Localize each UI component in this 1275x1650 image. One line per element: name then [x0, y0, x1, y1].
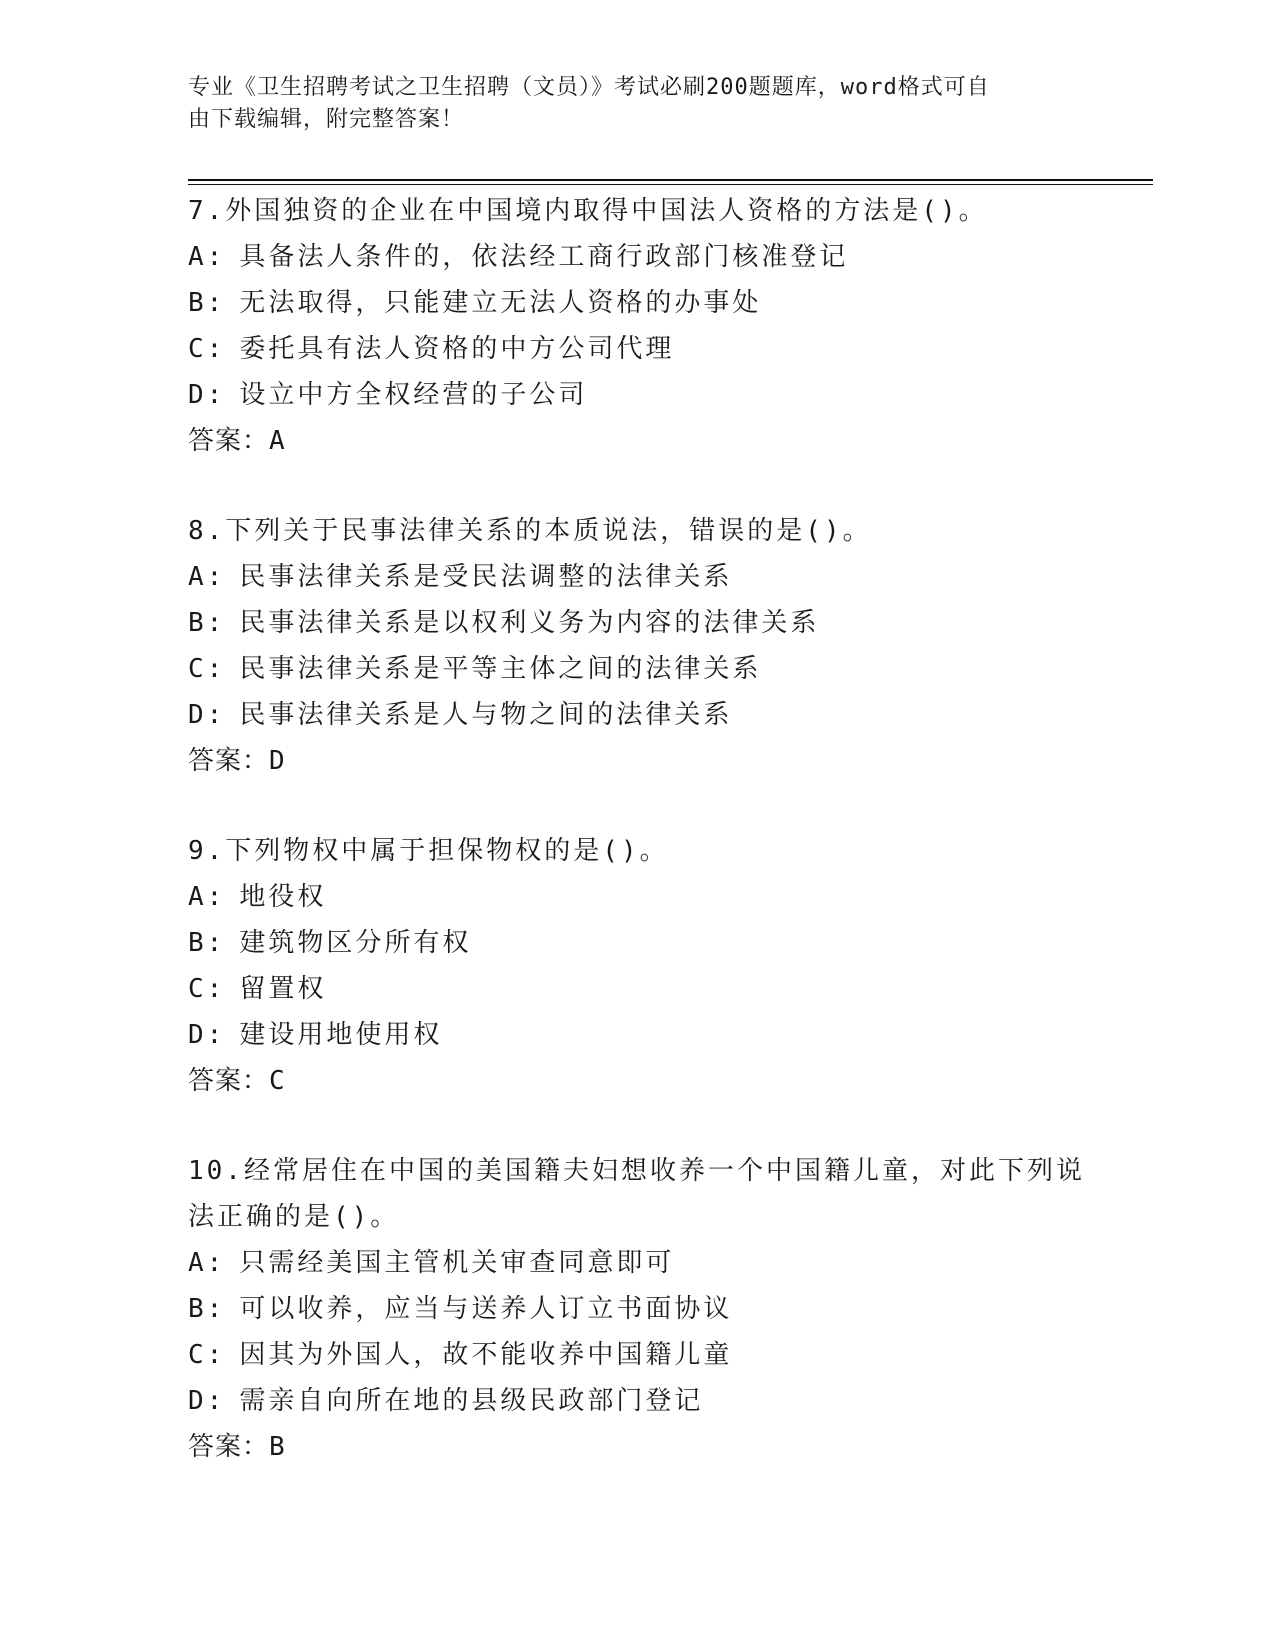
option-letter: A: [188, 242, 226, 272]
header-divider-thick [188, 179, 1153, 181]
option-letter: A: [188, 882, 226, 912]
option-text: 委托具有法人资格的中方公司代理 [239, 334, 675, 364]
option-b [188, 920, 1088, 966]
option-letter: B: [188, 928, 226, 958]
option-text: 民事法律关系是以权利义务为内容的法律关系 [239, 608, 820, 638]
question-stem: 7.外国独资的企业在中国境内取得中国法人资格的方法是()。 [188, 196, 988, 226]
option-text: 民事法律关系是受民法调整的法律关系 [239, 562, 733, 592]
option-text: 需亲自向所在地的县级民政部门登记 [239, 1386, 704, 1416]
header-line-1: 专业《卫生招聘考试之卫生招聘（文员）》考试必刷200题题库，word格式可自 [188, 75, 990, 100]
option-letter: D: [188, 700, 226, 730]
option-d [188, 1012, 1088, 1058]
option-text: 民事法律关系是人与物之间的法律关系 [239, 700, 733, 730]
option-text: 具备法人条件的，依法经工商行政部门核准登记 [239, 242, 849, 272]
option-c [188, 326, 1088, 372]
question-list [188, 188, 1088, 1514]
option-letter: C: [188, 334, 226, 364]
option-text: 民事法律关系是平等主体之间的法律关系 [239, 654, 762, 684]
option-letter: D: [188, 1386, 226, 1416]
answer-value: C [269, 1066, 286, 1096]
option-b [188, 1286, 1088, 1332]
answer-label: 答案： [188, 1432, 270, 1462]
answer-label: 答案： [188, 1066, 270, 1096]
option-d [188, 372, 1088, 418]
document-header [188, 72, 1068, 136]
option-text: 建筑物区分所有权 [239, 928, 472, 958]
question-item [188, 188, 1088, 464]
option-b [188, 280, 1088, 326]
option-letter: B: [188, 1294, 226, 1324]
option-letter: C: [188, 1340, 226, 1370]
option-text: 只需经美国主管机关审查同意即可 [239, 1248, 675, 1278]
question-item [188, 1148, 1088, 1470]
answer-line [188, 738, 1088, 784]
option-d [188, 1378, 1088, 1424]
option-b [188, 600, 1088, 646]
option-text: 无法取得，只能建立无法人资格的办事处 [239, 288, 762, 318]
option-letter: B: [188, 288, 226, 318]
question-item [188, 828, 1088, 1104]
question-stem-continued: 法正确的是()。 [188, 1202, 400, 1232]
answer-value: B [269, 1432, 286, 1462]
option-letter: C: [188, 974, 226, 1004]
option-c [188, 646, 1088, 692]
header-line-2: 由下载编辑，附完整答案！ [188, 107, 465, 132]
option-letter: A: [188, 562, 226, 592]
answer-label: 答案： [188, 426, 270, 456]
question-stem: 9.下列物权中属于担保物权的是()。 [188, 836, 669, 866]
question-item [188, 508, 1088, 784]
option-text: 建设用地使用权 [239, 1020, 443, 1050]
option-letter: A: [188, 1248, 226, 1278]
header-divider-thin [188, 184, 1153, 185]
answer-line [188, 1058, 1088, 1104]
question-stem: 8.下列关于民事法律关系的本质说法，错误的是()。 [188, 516, 872, 546]
answer-line [188, 418, 1088, 464]
option-d [188, 692, 1088, 738]
option-c [188, 1332, 1088, 1378]
option-a [188, 874, 1088, 920]
option-text: 留置权 [239, 974, 327, 1004]
option-letter: B: [188, 608, 226, 638]
option-a [188, 554, 1088, 600]
option-letter: D: [188, 1020, 226, 1050]
option-c [188, 966, 1088, 1012]
answer-label: 答案： [188, 746, 270, 776]
answer-line [188, 1424, 1088, 1470]
option-letter: D: [188, 380, 226, 410]
option-text: 设立中方全权经营的子公司 [239, 380, 588, 410]
question-stem: 10.经常居住在中国的美国籍夫妇想收养一个中国籍儿童，对此下列说 [188, 1156, 1085, 1186]
option-text: 地役权 [239, 882, 327, 912]
answer-value: A [269, 426, 286, 456]
option-text: 可以收养，应当与送养人订立书面协议 [239, 1294, 733, 1324]
option-a [188, 1240, 1088, 1286]
option-a [188, 234, 1088, 280]
option-letter: C: [188, 654, 226, 684]
option-text: 因其为外国人，故不能收养中国籍儿童 [239, 1340, 733, 1370]
answer-value: D [269, 746, 286, 776]
